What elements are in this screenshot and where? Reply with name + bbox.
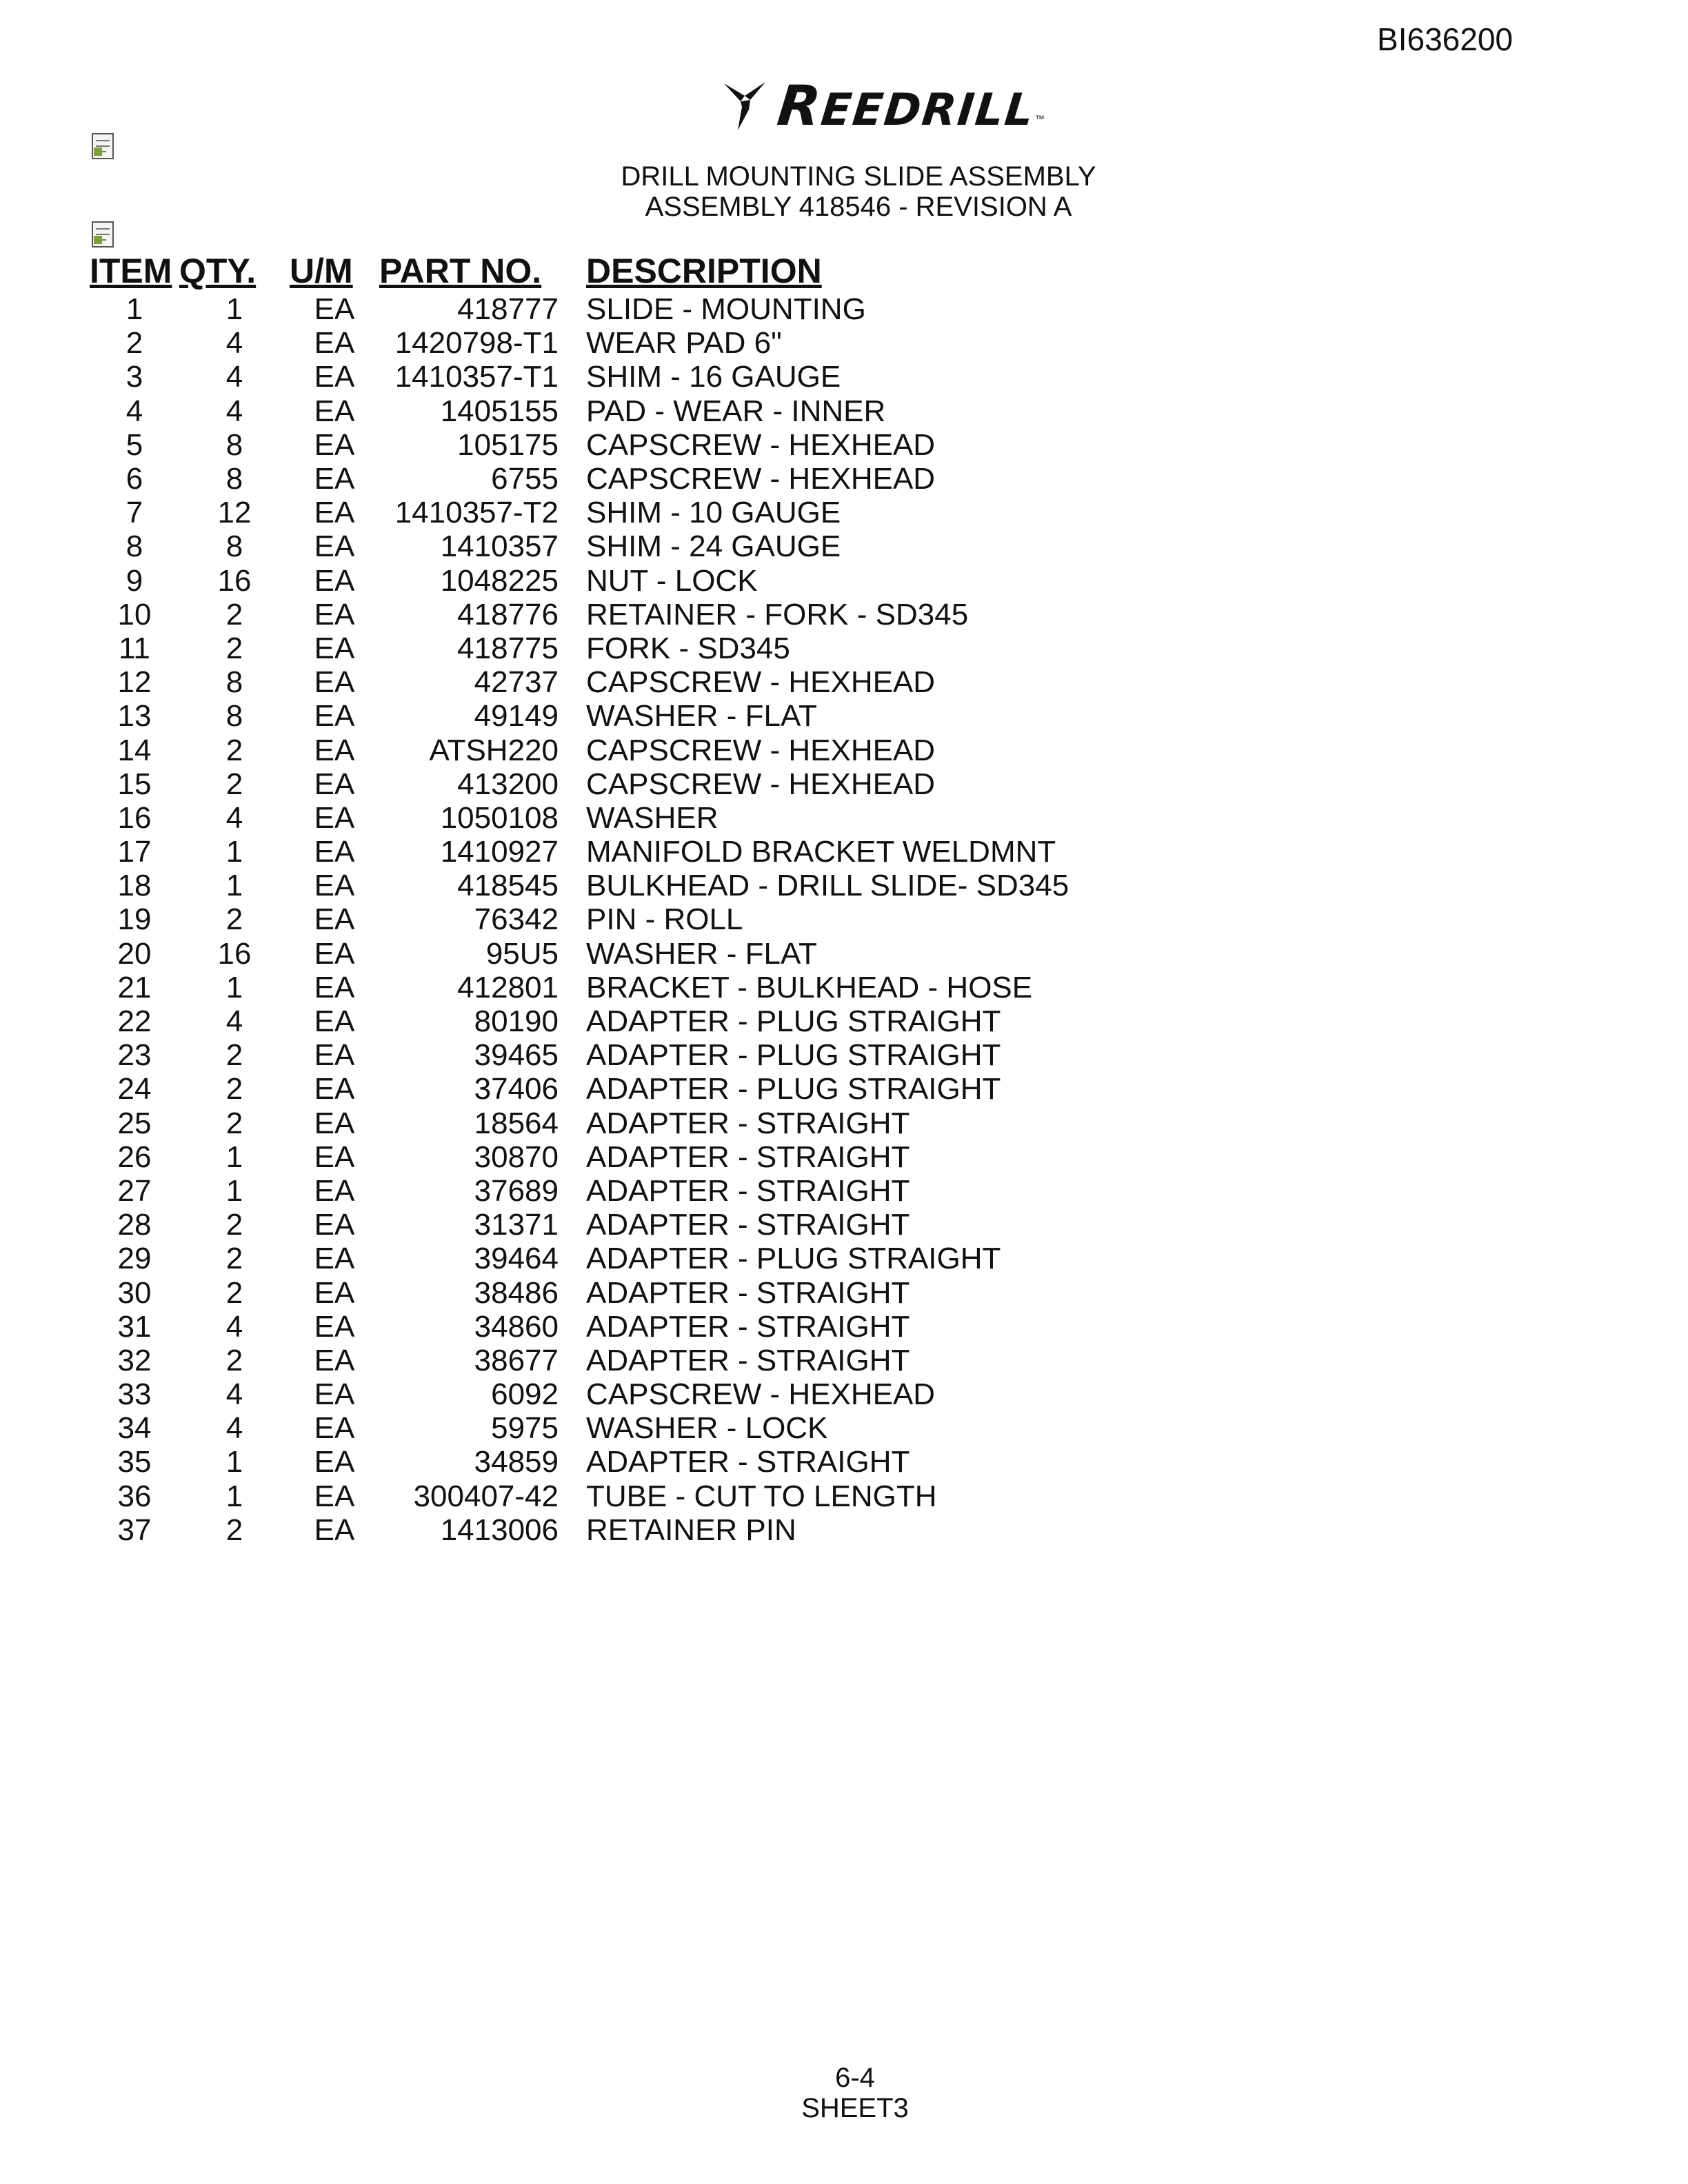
cell-qty: 2 xyxy=(225,597,243,631)
drill-bit-icon xyxy=(717,77,772,134)
cell-item: 21 xyxy=(117,970,152,1004)
cell-um: EA xyxy=(314,360,355,394)
cell-part-no: 42737 xyxy=(474,665,559,700)
cell-part-no: 37689 xyxy=(474,1173,559,1208)
cell-um: EA xyxy=(314,902,355,937)
table-row xyxy=(90,1377,1069,1411)
cell-part-no: 412801 xyxy=(457,970,559,1004)
cell-qty: 1 xyxy=(225,970,243,1004)
cell-qty: 8 xyxy=(225,665,243,700)
cell-qty: 2 xyxy=(225,1038,243,1073)
cell-um: EA xyxy=(314,1242,355,1276)
cell-um: EA xyxy=(314,292,355,327)
table-row xyxy=(90,1038,1069,1072)
cell-item: 19 xyxy=(117,902,152,937)
cell-item: 17 xyxy=(117,835,152,869)
cell-part-no: 418775 xyxy=(457,631,559,665)
cell-part-no: 80190 xyxy=(474,1004,559,1039)
table-row xyxy=(90,428,1069,462)
cell-um: EA xyxy=(314,767,355,801)
cell-um: EA xyxy=(314,1106,355,1140)
cell-item: 24 xyxy=(117,1072,152,1106)
cell-um: EA xyxy=(314,800,355,835)
cell-item: 14 xyxy=(117,733,152,767)
table-row xyxy=(90,1106,1069,1140)
cell-item: 25 xyxy=(117,1106,152,1140)
cell-item: 28 xyxy=(117,1208,152,1242)
cell-description: SHIM - 10 GAUGE xyxy=(586,496,841,530)
cell-description: PIN - ROLL xyxy=(586,902,743,937)
cell-part-no: 6092 xyxy=(491,1377,559,1412)
cell-item: 12 xyxy=(117,665,152,700)
cell-um: EA xyxy=(314,1411,355,1446)
cell-item: 15 xyxy=(117,767,152,801)
header-um: U/M xyxy=(290,252,353,290)
cell-description: ADAPTER - STRAIGHT xyxy=(586,1275,910,1310)
cell-description: WASHER xyxy=(586,800,719,835)
cell-description: WEAR PAD 6" xyxy=(586,326,782,361)
cell-part-no: 38677 xyxy=(474,1343,559,1377)
cell-qty: 16 xyxy=(217,563,252,598)
cell-qty: 2 xyxy=(225,733,243,767)
cell-qty: 4 xyxy=(225,326,243,361)
cell-um: EA xyxy=(314,1173,355,1208)
cell-part-no: 39464 xyxy=(474,1242,559,1276)
cell-qty: 1 xyxy=(225,1445,243,1479)
cell-um: EA xyxy=(314,869,355,903)
cell-description: RETAINER - FORK - SD345 xyxy=(586,597,969,631)
cell-qty: 16 xyxy=(217,936,252,971)
cell-qty: 4 xyxy=(225,1411,243,1446)
cell-part-no: 38486 xyxy=(474,1275,559,1310)
cell-part-no: 1405155 xyxy=(440,394,559,428)
cell-um: EA xyxy=(314,529,355,564)
table-row xyxy=(90,1208,1069,1242)
cell-part-no: 418545 xyxy=(457,869,559,903)
cell-um: EA xyxy=(314,1445,355,1479)
table-row xyxy=(90,699,1069,733)
logo-wordmark: REEDRILL xyxy=(774,73,1038,138)
cell-um: EA xyxy=(314,326,355,361)
cell-qty: 8 xyxy=(225,529,243,564)
cell-item: 20 xyxy=(117,936,152,971)
cell-item: 8 xyxy=(125,529,143,564)
cell-qty: 1 xyxy=(225,1173,243,1208)
cell-description: ADAPTER - STRAIGHT xyxy=(586,1309,910,1344)
cell-part-no: 105175 xyxy=(457,427,559,462)
cell-description: MANIFOLD BRACKET WELDMNT xyxy=(586,835,1056,869)
cell-part-no: 1410927 xyxy=(440,835,559,869)
table-row xyxy=(90,1513,1069,1547)
cell-part-no: ATSH220 xyxy=(429,733,559,767)
document-id: BI636200 xyxy=(1377,21,1513,57)
cell-qty: 4 xyxy=(225,360,243,394)
table-header-row xyxy=(90,250,1069,292)
cell-part-no: 1410357-T2 xyxy=(394,496,559,530)
cell-description: ADAPTER - STRAIGHT xyxy=(586,1140,910,1174)
cell-description: SHIM - 24 GAUGE xyxy=(586,529,841,564)
table-row xyxy=(90,496,1069,529)
cell-qty: 2 xyxy=(225,1106,243,1140)
table-row xyxy=(90,462,1069,496)
table-row xyxy=(90,801,1069,835)
cell-qty: 8 xyxy=(225,427,243,462)
cell-qty: 4 xyxy=(225,1004,243,1039)
cell-um: EA xyxy=(314,1038,355,1073)
cell-item: 27 xyxy=(117,1173,152,1208)
cell-qty: 2 xyxy=(225,1208,243,1242)
cell-description: WASHER - FLAT xyxy=(586,936,817,971)
table-row xyxy=(90,360,1069,394)
cell-um: EA xyxy=(314,427,355,462)
header-part-no: PART NO. xyxy=(379,252,542,290)
cell-description: BULKHEAD - DRILL SLIDE- SD345 xyxy=(586,869,1069,903)
cell-description: SLIDE - MOUNTING xyxy=(586,292,866,327)
cell-part-no: 49149 xyxy=(474,699,559,734)
cell-item: 29 xyxy=(117,1242,152,1276)
cell-um: EA xyxy=(314,563,355,598)
cell-description: CAPSCREW - HEXHEAD xyxy=(586,427,936,462)
table-row xyxy=(90,631,1069,665)
table-row xyxy=(90,1072,1069,1106)
table-row xyxy=(90,971,1069,1004)
table-row xyxy=(90,665,1069,699)
cell-description: SHIM - 16 GAUGE xyxy=(586,360,841,394)
cell-um: EA xyxy=(314,1275,355,1310)
page-number: 6-4 xyxy=(835,2063,875,2093)
table-row xyxy=(90,835,1069,869)
cell-description: CAPSCREW - HEXHEAD xyxy=(586,665,936,700)
cell-um: EA xyxy=(314,835,355,869)
cell-item: 32 xyxy=(117,1343,152,1377)
title-line-1: DRILL MOUNTING SLIDE ASSEMBLY xyxy=(621,161,1096,192)
cell-um: EA xyxy=(314,970,355,1004)
table-row xyxy=(90,1242,1069,1275)
cell-part-no: 1410357 xyxy=(440,529,559,564)
cell-item: 37 xyxy=(117,1513,152,1547)
cell-item: 11 xyxy=(119,631,150,665)
cell-item: 34 xyxy=(117,1411,152,1446)
cell-qty: 2 xyxy=(225,902,243,937)
cell-part-no: 95U5 xyxy=(485,936,559,971)
cell-part-no: 6755 xyxy=(491,462,559,496)
cell-qty: 2 xyxy=(225,1072,243,1106)
cell-qty: 1 xyxy=(225,1479,243,1513)
cell-qty: 4 xyxy=(225,800,243,835)
document-icon xyxy=(91,221,116,248)
cell-description: FORK - SD345 xyxy=(586,631,790,665)
cell-description: RETAINER PIN xyxy=(586,1513,796,1547)
cell-qty: 2 xyxy=(225,1242,243,1276)
cell-um: EA xyxy=(314,1479,355,1513)
cell-part-no: 1050108 xyxy=(440,800,559,835)
cell-qty: 1 xyxy=(225,835,243,869)
cell-part-no: 31371 xyxy=(474,1208,559,1242)
cell-item: 26 xyxy=(117,1140,152,1174)
cell-item: 10 xyxy=(117,597,152,631)
table-row xyxy=(90,326,1069,360)
cell-qty: 8 xyxy=(225,462,243,496)
cell-part-no: 1413006 xyxy=(440,1513,559,1547)
cell-part-no: 37406 xyxy=(474,1072,559,1106)
cell-item: 30 xyxy=(117,1275,152,1310)
cell-qty: 2 xyxy=(225,631,243,665)
cell-part-no: 300407-42 xyxy=(413,1479,559,1513)
cell-description: ADAPTER - STRAIGHT xyxy=(586,1445,910,1479)
cell-part-no: 1420798-T1 xyxy=(394,326,559,361)
cell-item: 6 xyxy=(125,462,143,496)
cell-item: 36 xyxy=(117,1479,152,1513)
cell-description: ADAPTER - STRAIGHT xyxy=(586,1106,910,1140)
cell-um: EA xyxy=(314,699,355,734)
cell-item: 4 xyxy=(125,394,143,428)
cell-part-no: 76342 xyxy=(474,902,559,937)
cell-description: CAPSCREW - HEXHEAD xyxy=(586,462,936,496)
cell-item: 5 xyxy=(125,427,143,462)
cell-description: TUBE - CUT TO LENGTH xyxy=(586,1479,937,1513)
cell-description: PAD - WEAR - INNER xyxy=(586,394,886,428)
cell-um: EA xyxy=(314,1377,355,1412)
table-row xyxy=(90,902,1069,936)
cell-part-no: 18564 xyxy=(474,1106,559,1140)
cell-um: EA xyxy=(314,1309,355,1344)
table-row xyxy=(90,1004,1069,1038)
cell-description: ADAPTER - PLUG STRAIGHT xyxy=(586,1242,1001,1276)
document-icon xyxy=(91,132,116,160)
trademark-symbol: ™ xyxy=(1034,113,1045,124)
parts-table-body xyxy=(90,292,1069,1547)
cell-qty: 1 xyxy=(225,1140,243,1174)
table-row xyxy=(90,1445,1069,1479)
cell-item: 23 xyxy=(117,1038,152,1073)
cell-qty: 4 xyxy=(225,394,243,428)
cell-item: 35 xyxy=(117,1445,152,1479)
cell-part-no: 1048225 xyxy=(440,563,559,598)
cell-qty: 8 xyxy=(225,699,243,734)
table-row xyxy=(90,292,1069,326)
cell-um: EA xyxy=(314,1343,355,1377)
header-item: ITEM xyxy=(90,252,172,290)
cell-um: EA xyxy=(314,496,355,530)
cell-um: EA xyxy=(314,1004,355,1039)
cell-um: EA xyxy=(314,462,355,496)
cell-description: NUT - LOCK xyxy=(586,563,758,598)
cell-part-no: 1410357-T1 xyxy=(394,360,559,394)
cell-item: 16 xyxy=(117,800,152,835)
cell-part-no: 5975 xyxy=(491,1411,559,1446)
table-row xyxy=(90,564,1069,598)
cell-qty: 2 xyxy=(225,1513,243,1547)
cell-item: 33 xyxy=(117,1377,152,1412)
header-description: DESCRIPTION xyxy=(586,252,822,290)
cell-item: 13 xyxy=(117,699,152,734)
cell-item: 7 xyxy=(125,496,143,530)
cell-description: ADAPTER - STRAIGHT xyxy=(586,1208,910,1242)
cell-item: 3 xyxy=(125,360,143,394)
cell-description: ADAPTER - STRAIGHT xyxy=(586,1343,910,1377)
cell-part-no: 30870 xyxy=(474,1140,559,1174)
cell-item: 18 xyxy=(117,869,152,903)
cell-um: EA xyxy=(314,1513,355,1547)
cell-item: 31 xyxy=(117,1309,152,1344)
table-row xyxy=(90,1479,1069,1513)
cell-um: EA xyxy=(314,1072,355,1106)
cell-description: BRACKET - BULKHEAD - HOSE xyxy=(586,970,1033,1004)
cell-qty: 4 xyxy=(225,1377,243,1412)
cell-item: 1 xyxy=(125,292,143,327)
cell-description: CAPSCREW - HEXHEAD xyxy=(586,733,936,767)
table-row xyxy=(90,767,1069,801)
table-row xyxy=(90,529,1069,563)
cell-qty: 1 xyxy=(225,869,243,903)
cell-part-no: 34860 xyxy=(474,1309,559,1344)
cell-part-no: 34859 xyxy=(474,1445,559,1479)
table-row xyxy=(90,394,1069,428)
table-row xyxy=(90,733,1069,767)
cell-part-no: 413200 xyxy=(457,767,559,801)
table-row xyxy=(90,869,1069,902)
cell-um: EA xyxy=(314,733,355,767)
cell-description: ADAPTER - PLUG STRAIGHT xyxy=(586,1038,1001,1073)
cell-um: EA xyxy=(314,1140,355,1174)
parts-table xyxy=(90,250,1069,1547)
cell-description: CAPSCREW - HEXHEAD xyxy=(586,767,936,801)
cell-um: EA xyxy=(314,665,355,700)
cell-description: ADAPTER - STRAIGHT xyxy=(586,1173,910,1208)
cell-description: ADAPTER - PLUG STRAIGHT xyxy=(586,1072,1001,1106)
table-row xyxy=(90,1310,1069,1344)
table-row xyxy=(90,937,1069,971)
cell-description: CAPSCREW - HEXHEAD xyxy=(586,1377,936,1412)
title-line-2: ASSEMBLY 418546 - REVISION A xyxy=(645,192,1072,222)
cell-part-no: 418776 xyxy=(457,597,559,631)
cell-um: EA xyxy=(314,1208,355,1242)
cell-item: 2 xyxy=(125,326,143,361)
cell-um: EA xyxy=(314,394,355,428)
cell-qty: 4 xyxy=(225,1309,243,1344)
reedrill-logo xyxy=(717,74,1045,136)
cell-um: EA xyxy=(314,631,355,665)
cell-um: EA xyxy=(314,597,355,631)
cell-qty: 2 xyxy=(225,767,243,801)
header-qty: QTY. xyxy=(179,252,257,290)
cell-description: WASHER - LOCK xyxy=(586,1411,828,1446)
cell-um: EA xyxy=(314,936,355,971)
cell-item: 22 xyxy=(117,1004,152,1039)
cell-qty: 12 xyxy=(217,496,252,530)
table-row xyxy=(90,1275,1069,1309)
table-row xyxy=(90,1344,1069,1377)
cell-qty: 2 xyxy=(225,1343,243,1377)
table-row xyxy=(90,1174,1069,1208)
cell-qty: 1 xyxy=(225,292,243,327)
table-row xyxy=(90,598,1069,631)
cell-description: ADAPTER - PLUG STRAIGHT xyxy=(586,1004,1001,1039)
table-row xyxy=(90,1411,1069,1445)
cell-qty: 2 xyxy=(225,1275,243,1310)
cell-part-no: 418777 xyxy=(457,292,559,327)
cell-description: WASHER - FLAT xyxy=(586,699,817,734)
sheet-label: SHEET3 xyxy=(801,2093,909,2123)
cell-item: 9 xyxy=(125,563,143,598)
cell-part-no: 39465 xyxy=(474,1038,559,1073)
table-row xyxy=(90,1140,1069,1174)
